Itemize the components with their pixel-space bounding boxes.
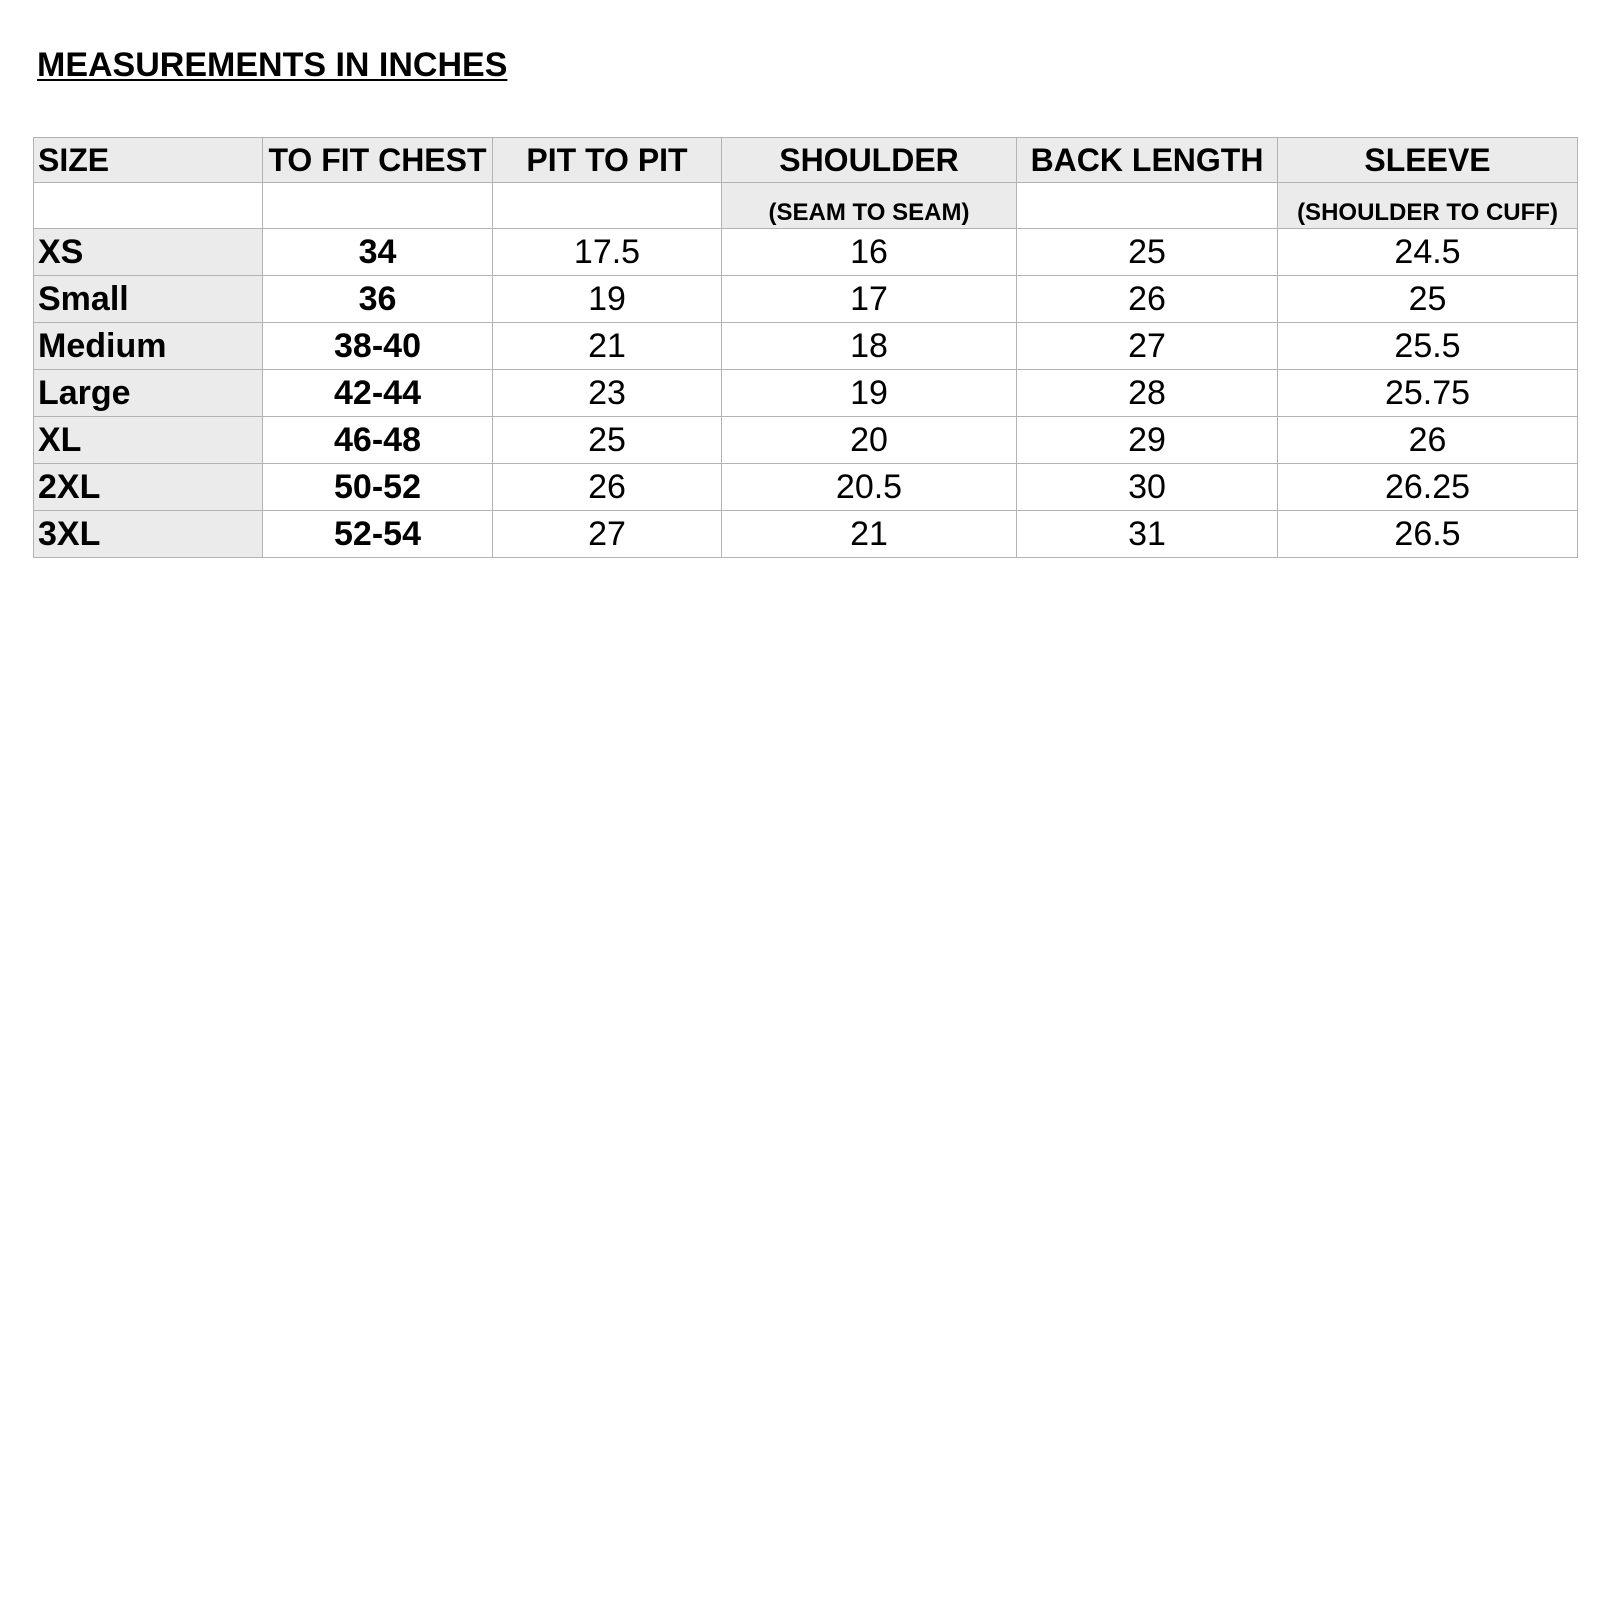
chest-cell: 36 [263, 276, 493, 323]
sleeve-cell: 25.75 [1278, 370, 1578, 417]
header-back-length: BACK LENGTH [1017, 138, 1278, 183]
chest-cell: 38-40 [263, 323, 493, 370]
chest-cell: 42-44 [263, 370, 493, 417]
sleeve-cell: 24.5 [1278, 229, 1578, 276]
size-cell: XL [34, 417, 263, 464]
size-cell: XS [34, 229, 263, 276]
back-length-cell: 26 [1017, 276, 1278, 323]
table-subheader-row [34, 183, 1578, 229]
table-row [34, 323, 1578, 370]
size-cell: 3XL [34, 511, 263, 558]
sleeve-cell: 25 [1278, 276, 1578, 323]
pit-to-pit-cell: 17.5 [493, 229, 722, 276]
subheader-back-length [1017, 183, 1278, 229]
chest-cell: 52-54 [263, 511, 493, 558]
subheader-to-fit-chest [263, 183, 493, 229]
table-row [34, 370, 1578, 417]
header-pit-to-pit: PIT TO PIT [493, 138, 722, 183]
subheader-sleeve: (SHOULDER TO CUFF) [1278, 183, 1578, 229]
shoulder-cell: 20.5 [722, 464, 1017, 511]
back-length-cell: 30 [1017, 464, 1278, 511]
size-cell: Small [34, 276, 263, 323]
header-size: SIZE [34, 138, 263, 183]
chest-cell: 34 [263, 229, 493, 276]
pit-to-pit-cell: 25 [493, 417, 722, 464]
back-length-cell: 25 [1017, 229, 1278, 276]
pit-to-pit-cell: 23 [493, 370, 722, 417]
table-row [34, 229, 1578, 276]
back-length-cell: 28 [1017, 370, 1278, 417]
pit-to-pit-cell: 26 [493, 464, 722, 511]
size-chart-table [33, 137, 1578, 558]
sleeve-cell: 25.5 [1278, 323, 1578, 370]
sleeve-cell: 26.5 [1278, 511, 1578, 558]
shoulder-cell: 20 [722, 417, 1017, 464]
size-cell: Large [34, 370, 263, 417]
table-row [34, 511, 1578, 558]
subheader-size [34, 183, 263, 229]
sleeve-cell: 26.25 [1278, 464, 1578, 511]
size-cell: Medium [34, 323, 263, 370]
shoulder-cell: 17 [722, 276, 1017, 323]
shoulder-cell: 19 [722, 370, 1017, 417]
subheader-shoulder: (SEAM TO SEAM) [722, 183, 1017, 229]
shoulder-cell: 18 [722, 323, 1017, 370]
header-sleeve: SLEEVE [1278, 138, 1578, 183]
subheader-pit-to-pit [493, 183, 722, 229]
table-row [34, 417, 1578, 464]
chest-cell: 50-52 [263, 464, 493, 511]
back-length-cell: 31 [1017, 511, 1278, 558]
header-to-fit-chest: TO FIT CHEST [263, 138, 493, 183]
header-shoulder: SHOULDER [722, 138, 1017, 183]
back-length-cell: 29 [1017, 417, 1278, 464]
shoulder-cell: 16 [722, 229, 1017, 276]
back-length-cell: 27 [1017, 323, 1278, 370]
pit-to-pit-cell: 21 [493, 323, 722, 370]
table-row [34, 276, 1578, 323]
page-title: MEASUREMENTS IN INCHES [37, 46, 508, 84]
table-header-row [34, 138, 1578, 183]
table-row [34, 464, 1578, 511]
shoulder-cell: 21 [722, 511, 1017, 558]
size-cell: 2XL [34, 464, 263, 511]
pit-to-pit-cell: 27 [493, 511, 722, 558]
sleeve-cell: 26 [1278, 417, 1578, 464]
pit-to-pit-cell: 19 [493, 276, 722, 323]
chest-cell: 46-48 [263, 417, 493, 464]
